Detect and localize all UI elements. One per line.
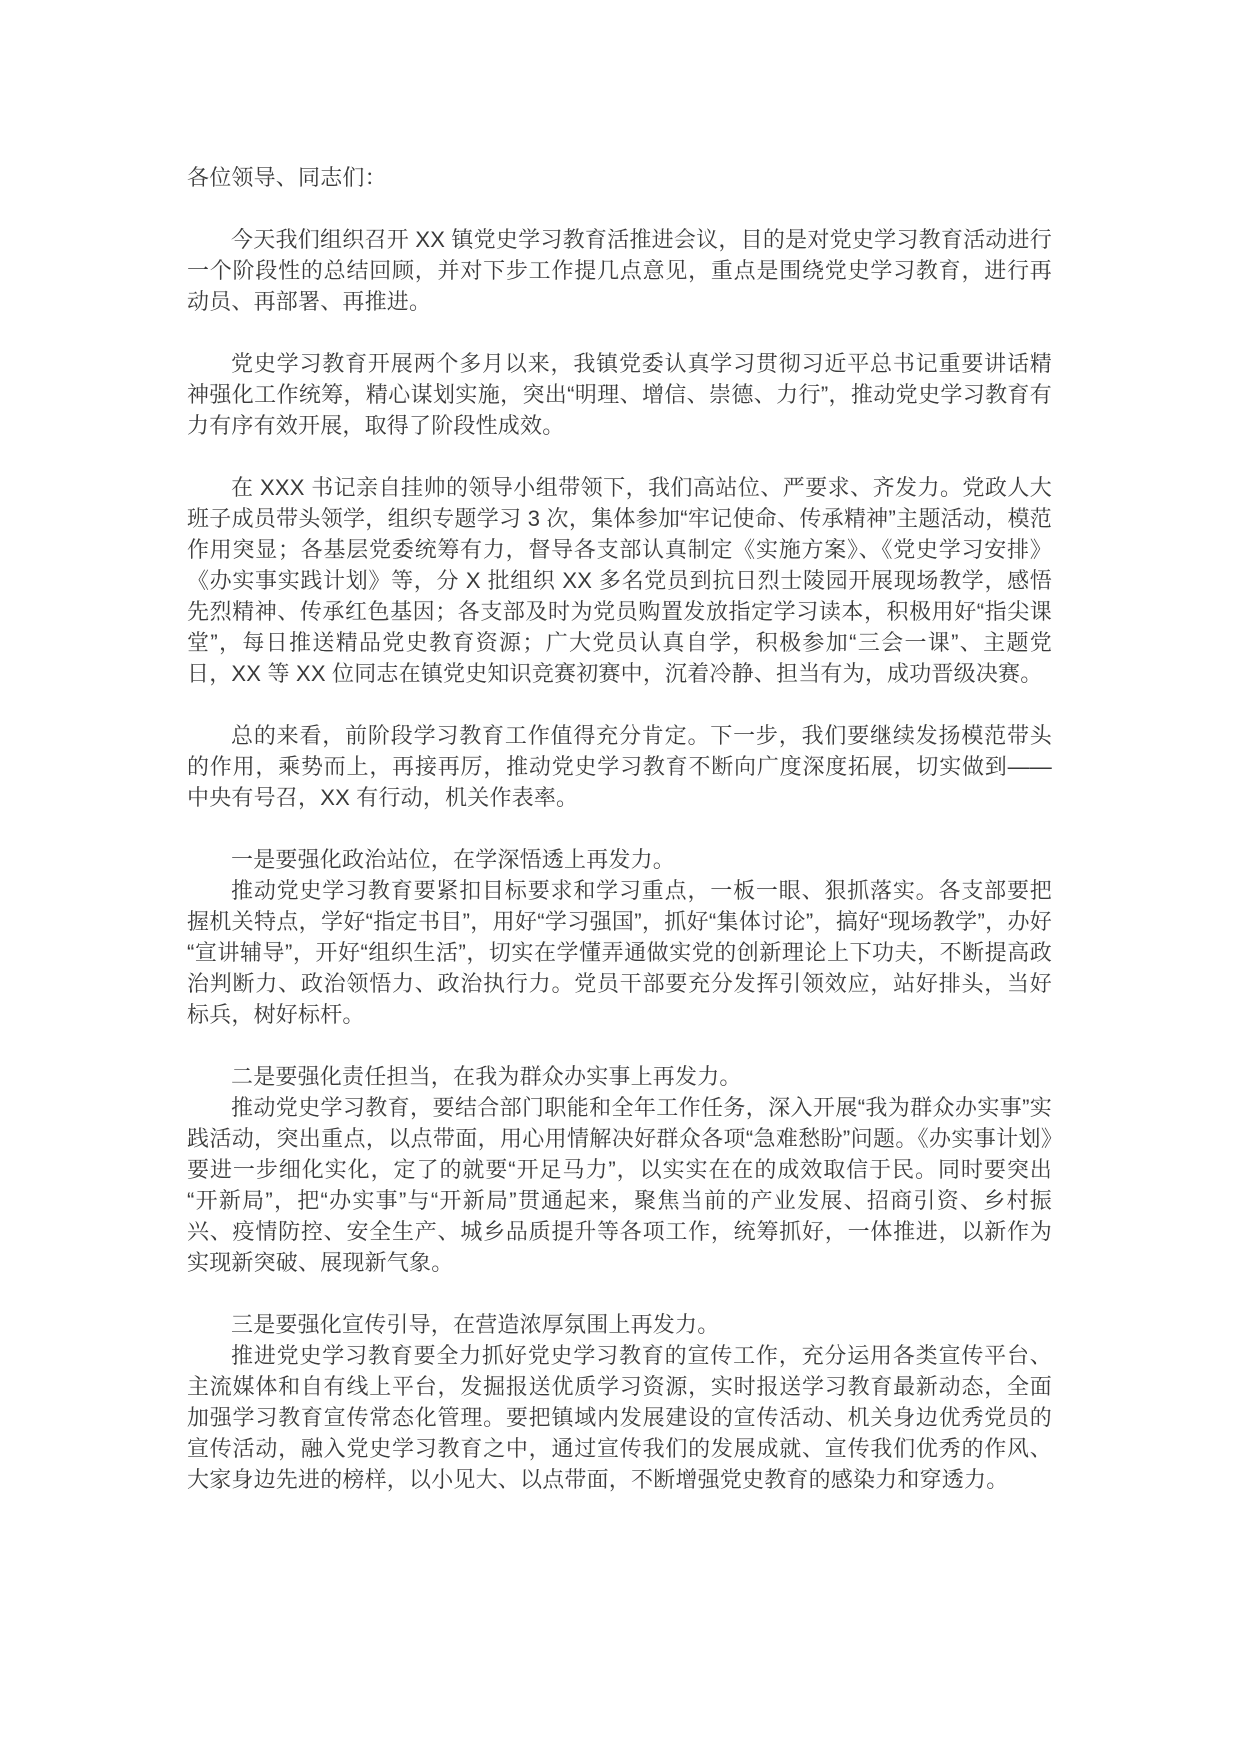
- salutation-line: 各位领导、同志们：: [187, 165, 387, 190]
- section-3-body: 推进党史学习教育要全力抓好党史学习教育的宣传工作，充分运用各类宣传平台、主流媒体和自有线上平台，发掘报送优质学习资源，实时报送学习教育最新动态，全面加强学习教育宣传常态化管理。要把镇域内发展建设的宣传活动、机关身边优秀党员的宣传活动，融入党史学习教育之中，通过宣传我们的发展成就、宣传我们优秀的作风、大家身边先进的榜样，以小见大、以点带面，不断增强党史教育的感染力和穿透力。: [187, 1343, 1052, 1492]
- section-1-body: 推动党史学习教育要紧扣目标要求和学习重点，一板一眼、狠抓落实。各支部要把握机关特点，学好“指定书目”，用好“学习强国”，抓好“集体讨论”，搞好“现场教学”，办好“宣讲辅导”，开好“组织生活”，切实在学懂弄通做实党的创新理论上下功夫，不断提高政治判断力、政治领悟力、政治执行力。党员干部要充分发挥引领效应，站好排头，当好标兵，树好标杆。: [187, 878, 1052, 1027]
- intro-paragraph-1: 今天我们组织召开 XX 镇党史学习教育活推进会议，目的是对党史学习教育活动进行一个阶段性的总结回顾，并对下步工作提几点意见，重点是围绕党史学习教育，进行再动员、再部署、再推进。: [187, 227, 1052, 314]
- section-2-body: 推动党史学习教育，要结合部门职能和全年工作任务，深入开展“我为群众办实事”实践活动，突出重点，以点带面，用心用情解决好群众各项“急难愁盼”问题。《办实事计划》要进一步细化实化，定了的就要“开足马力”，以实实在在的成效取信于民。同时要突出“开新局”，把“办实事”与“开新局”贯通起来，聚焦当前的产业发展、招商引资、乡村振兴、疫情防控、安全生产、城乡品质提升等各项工作，统筹抓好，一体推进，以新作为实现新突破、展现新气象。: [187, 1095, 1052, 1275]
- intro-paragraph-2: 党史学习教育开展两个多月以来，我镇党委认真学习贯彻习近平总书记重要讲话精神强化工作统筹，精心谋划实施，突出“明理、增信、崇德、力行”，推动党史学习教育有力有序有效开展，取得了阶段性成效。: [187, 351, 1052, 438]
- section-3-heading: 三是要强化宣传引导，在营造浓厚氛围上再发力。: [231, 1312, 720, 1337]
- section-1-heading: 一是要强化政治站位，在学深悟透上再发力。: [231, 847, 676, 872]
- section-2: [187, 1061, 1052, 1278]
- section-2-heading: 二是要强化责任担当，在我为群众办实事上再发力。: [231, 1064, 742, 1089]
- section-3: [187, 1309, 1052, 1495]
- section-1: [187, 844, 1052, 1030]
- intro-paragraph-3: 在 XXX 书记亲自挂帅的领导小组带领下，我们高站位、严要求、齐发力。党政人大班子成员带头领学，组织专题学习 3 次，集体参加“牢记使命、传承精神”主题活动，模范作用突显；各基层党委统筹有力，督导各支部认真制定《实施方案》、《党史学习安排》《办实事实践计划》等，分 X 批组织 XX 多名党员到抗日烈士陵园开展现场教学，感悟先烈精神、传承红色基因；各支部及时为党员购置发放指定学习读本，积极用好“指尖课堂”，每日推送精品党史教育资源；广大党员认真自学，积极参加“三会一课”、主题党日，XX 等 XX 位同志在镇党史知识竞赛初赛中，沉着冷静、担当有为，成功晋级决赛。: [187, 475, 1052, 686]
- intro-paragraph-4: 总的来看，前阶段学习教育工作值得充分肯定。下一步，我们要继续发扬模范带头的作用，乘势而上，再接再厉，推动党史学习教育不断向广度深度拓展，切实做到——中央有号召，XX 有行动，机关作表率。: [187, 723, 1052, 810]
